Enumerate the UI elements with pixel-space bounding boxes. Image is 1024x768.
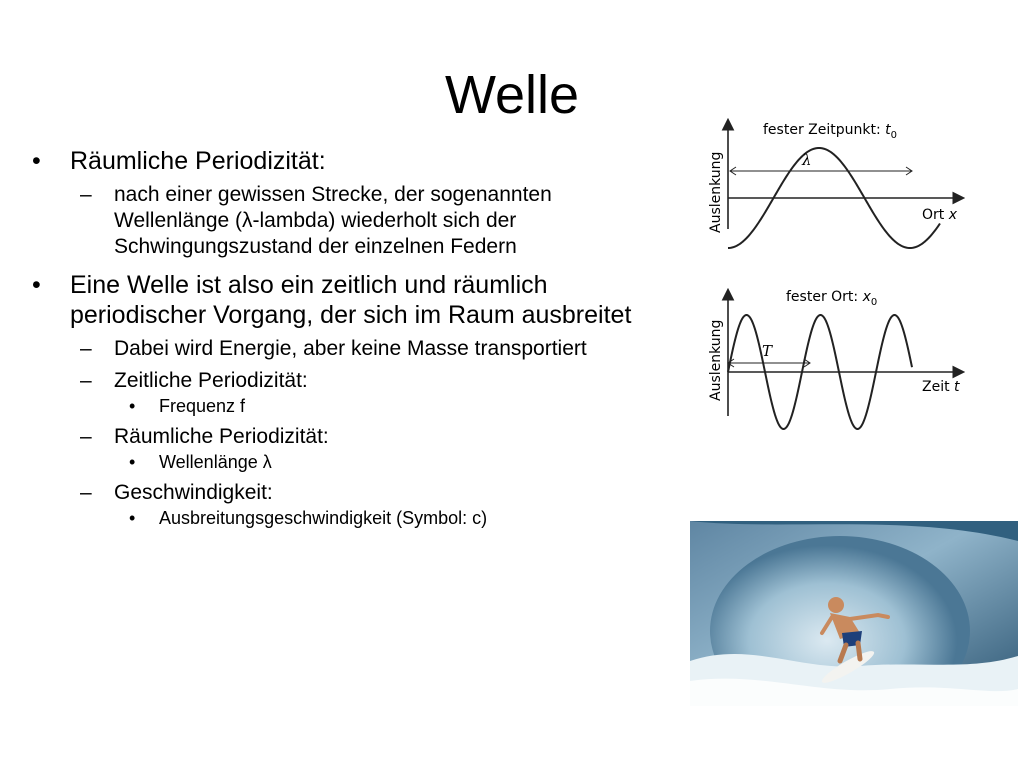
top-heading: fester Zeitpunkt: $t_0$ [763, 122, 897, 141]
bullet-level-1: • Räumliche Periodizität: [30, 146, 650, 176]
top-y-label: Auslenkung [708, 151, 724, 233]
bullet-level-2: – Geschwindigkeit: [30, 480, 650, 506]
slide-title: Welle [444, 65, 580, 125]
bullet-level-1: • Eine Welle ist also ein zeitlich und räumlich periodischer Vorgang, der sich im Raum ausbreitet [30, 270, 650, 330]
bullet-level-2: – Räumliche Periodizität: [30, 424, 650, 450]
top-x-label: Ort x [922, 207, 958, 223]
temporal-wave-panel [708, 289, 962, 429]
bullet-level-3: • Wellenlänge λ [30, 450, 650, 474]
lambda-label: λ [802, 151, 812, 169]
surfer-photo-svg [690, 521, 1018, 706]
bullet-level-2: – Zeitliche Periodizität: [30, 368, 650, 394]
bottom-y-label: Auslenkung [708, 319, 724, 401]
spatial-wave-panel [708, 121, 962, 248]
bullet-level-3: • Ausbreitungsgeschwindigkeit (Symbol: c) [30, 506, 650, 530]
bullet-level-2: – nach einer gewissen Strecke, der sogenannten Wellenlänge (λ-lambda) wiederholt sich der Schwingungszustand der einzelnen Federn [30, 182, 650, 260]
surfer-head [828, 597, 844, 613]
wave-diagram [690, 101, 974, 431]
bottom-heading: fester Ort: $x_0$ [786, 289, 878, 308]
bottom-x-label: Zeit t [922, 379, 960, 395]
bullet-level-3: • Frequenz f [30, 394, 650, 418]
bullet-list [30, 146, 650, 530]
surfer-photo [690, 521, 1018, 706]
wave-diagram-svg [690, 101, 974, 431]
bullet-level-2: – Dabei wird Energie, aber keine Masse transportiert [30, 336, 650, 362]
period-label: T [762, 342, 773, 360]
